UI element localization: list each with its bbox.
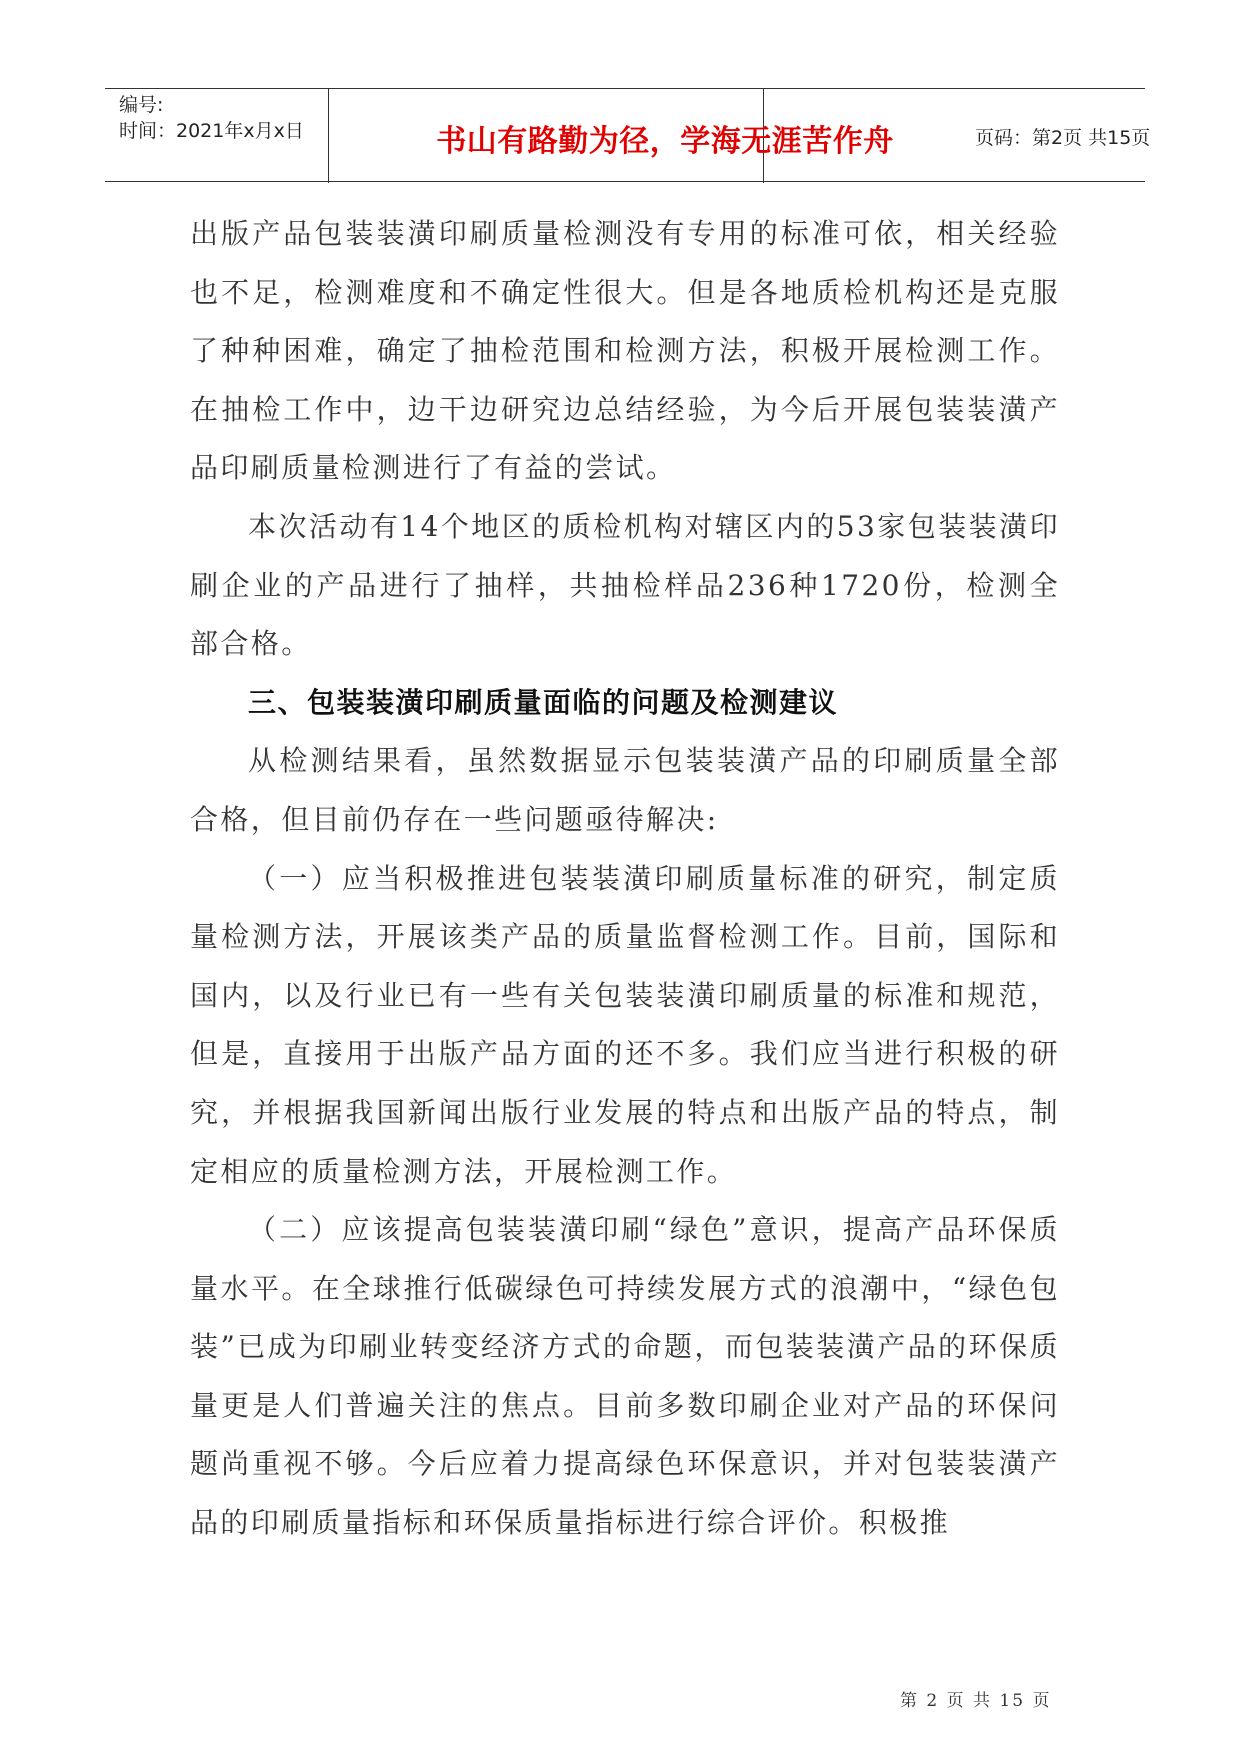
paragraph-4: （一）应当积极推进包装装潢印刷质量标准的研究，制定质量检测方法，开展该类产品的质量监督检测工作。目前，国际和国内，以及行业已有一些有关包装装潢印刷质量的标准和规范，但是，直接用于出版产品方面的还不多。我们应当进行积极的研究，并根据我国新闻出版行业发展的特点和出版产品的特点，制定相应的质量检测方法，开展检测工作。 xyxy=(190,861,1060,1188)
section-heading: 三、包装装潢印刷质量面临的问题及检测建议 xyxy=(248,685,839,719)
paragraph-5: （二）应该提高包装装潢印刷“绿色”意识，提高产品环保质量水平。在全球推行低碳绿色可持续发展方式的浪潮中，“绿色包装”已成为印刷业转变经济方式的命题，而包装装潢产品的环保质量更是人们普遍关注的焦点。目前多数印刷企业对产品的环保问题尚重视不够。今后应着力提高绿色环保意识，并对包装装潢产品的印刷质量指标和环保质量指标进行综合评价。积极推 xyxy=(190,1213,1060,1540)
header-motto: 书山有路勤为径，学海无涯苦作舟 xyxy=(436,124,894,159)
document-body xyxy=(190,205,1060,1553)
header-page-label: 页码：第2页 共15页 xyxy=(975,127,1151,149)
document-header xyxy=(105,88,1151,183)
header-number-label: 编号: xyxy=(119,94,164,116)
paragraph-3: 从检测结果看，虽然数据显示包装装潢产品的印刷质量全部合格，但目前仍存在一些问题亟待解决: xyxy=(190,744,1060,836)
header-meta xyxy=(119,92,369,144)
header-bottom-rule xyxy=(105,181,1145,182)
page-footer: 第 2 页 共 15 页 xyxy=(900,1691,1052,1711)
header-top-rule xyxy=(105,88,1145,89)
header-time-label: 时间：2021年x月x日 xyxy=(119,120,304,142)
paragraph-1: 出版产品包装装潢印刷质量检测没有专用的标准可依，相关经验也不足，检测难度和不确定性很大。但是各地质检机构还是克服了种种困难，确定了抽检范围和检测方法，积极开展检测工作。在抽检工作中，边干边研究边总结经验，为今后开展包装装潢产品印刷质量检测进行了有益的尝试。 xyxy=(190,217,1060,485)
paragraph-2: 本次活动有14个地区的质检机构对辖区内的53家包装装潢印刷企业的产品进行了抽样，共抽检样品236种1720份，检测全部合格。 xyxy=(190,509,1060,661)
